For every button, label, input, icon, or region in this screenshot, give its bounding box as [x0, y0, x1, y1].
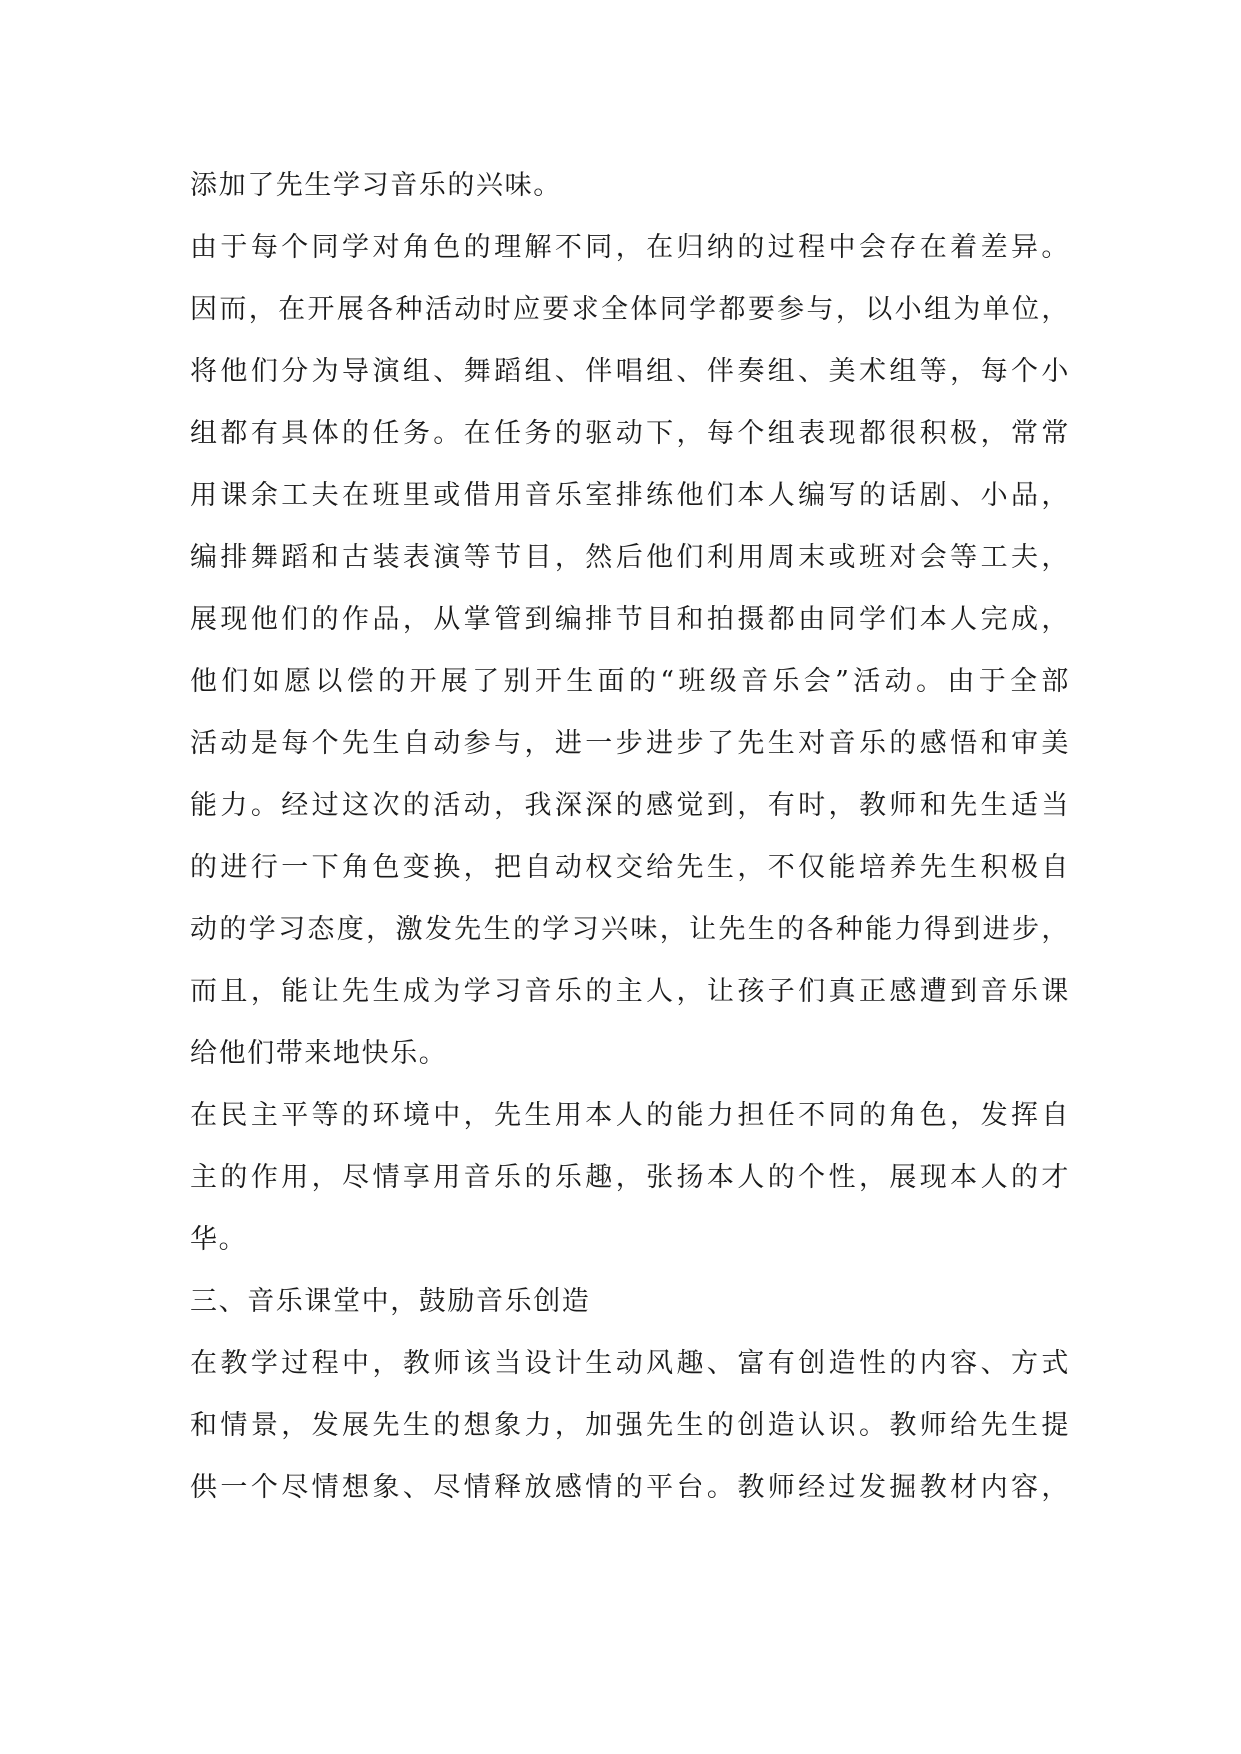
text-line: 供一个尽情想象、尽情释放感情的平台。教师经过发掘教材内容，	[190, 1472, 1070, 1503]
text-line: 和情景，发展先生的想象力，加强先生的创造认识。教师给先生提	[190, 1410, 1070, 1441]
text-line: 而且，能让先生成为学习音乐的主人，让孩子们真正感遭到音乐课	[190, 976, 1070, 1007]
text-line: 三、音乐课堂中，鼓励音乐创造	[190, 1286, 591, 1317]
text-line: 能力。经过这次的活动，我深深的感觉到，有时，教师和先生适当	[190, 790, 1070, 821]
text-line: 用课余工夫在班里或借用音乐室排练他们本人编写的话剧、小品，	[190, 480, 1070, 511]
body-text	[190, 155, 1070, 1519]
text-line: 因而，在开展各种活动时应要求全体同学都要参与，以小组为单位，	[190, 294, 1070, 325]
text-line: 在民主平等的环境中，先生用本人的能力担任不同的角色，发挥自	[190, 1100, 1070, 1131]
text-line: 展现他们的作品，从掌管到编排节目和拍摄都由同学们本人完成，	[190, 604, 1070, 635]
text-line: 他们如愿以偿的开展了别开生面的“班级音乐会”活动。由于全部	[190, 666, 1070, 697]
text-line: 编排舞蹈和古装表演等节目，然后他们利用周末或班对会等工夫，	[190, 542, 1070, 573]
text-line: 华。	[190, 1224, 248, 1255]
text-line: 动的学习态度，激发先生的学习兴味，让先生的各种能力得到进步，	[190, 914, 1070, 945]
text-line: 在教学过程中，教师该当设计生动风趣、富有创造性的内容、方式	[190, 1348, 1070, 1379]
text-line: 组都有具体的任务。在任务的驱动下，每个组表现都很积极，常常	[190, 418, 1070, 449]
text-line: 的进行一下角色变换，把自动权交给先生，不仅能培养先生积极自	[190, 852, 1070, 883]
text-line: 添加了先生学习音乐的兴味。	[190, 170, 562, 201]
text-line: 活动是每个先生自动参与，进一步进步了先生对音乐的感悟和审美	[190, 728, 1070, 759]
text-line: 主的作用，尽情享用音乐的乐趣，张扬本人的个性，展现本人的才	[190, 1162, 1070, 1193]
text-line: 将他们分为导演组、舞蹈组、伴唱组、伴奏组、美术组等，每个小	[190, 356, 1070, 387]
text-line: 由于每个同学对角色的理解不同，在归纳的过程中会存在着差异。	[190, 232, 1070, 263]
text-line: 给他们带来地快乐。	[190, 1038, 448, 1069]
